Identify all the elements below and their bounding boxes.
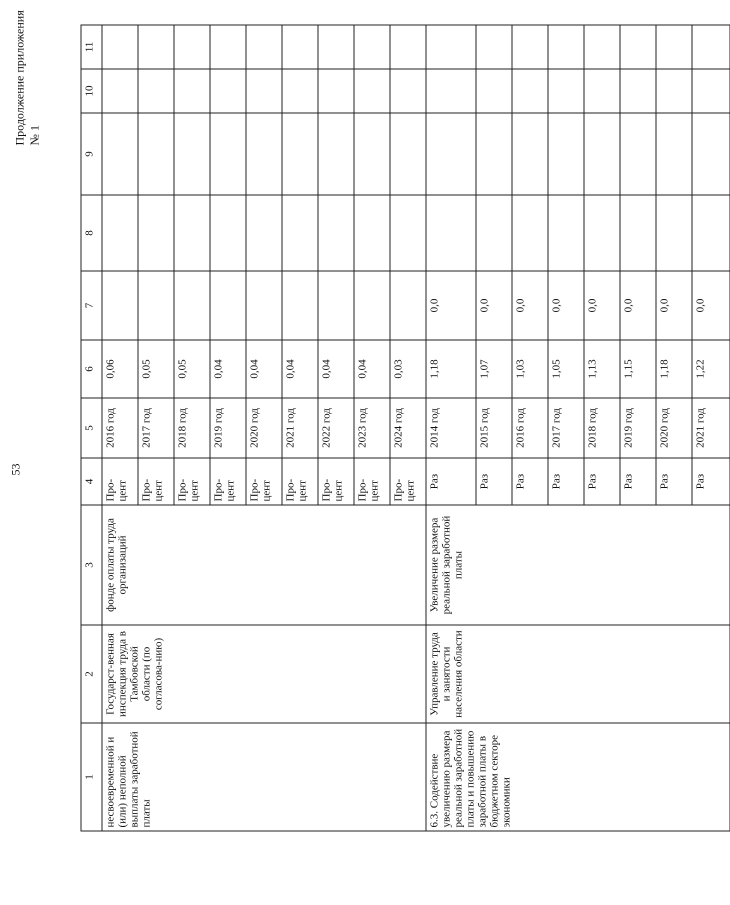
header-cell: 9 <box>81 113 102 195</box>
unit-cell: Раз <box>584 458 620 505</box>
header-cell: 10 <box>81 69 102 113</box>
value-cell: 0,04 <box>282 340 318 398</box>
unit-cell: Раз <box>692 458 730 505</box>
page-number: 53 <box>8 463 22 475</box>
header-cell: 3 <box>81 505 102 625</box>
col7-cell: 0,0 <box>656 271 692 340</box>
header-cell: 2 <box>81 625 102 723</box>
year-cell: 2022 год <box>318 398 354 458</box>
header-cell: 6 <box>81 340 102 398</box>
year-cell: 2019 год <box>210 398 246 458</box>
unit-cell: Про-цент <box>138 458 174 505</box>
year-cell: 2016 год <box>512 398 548 458</box>
value-cell: 1,03 <box>512 340 548 398</box>
header-cell: 4 <box>81 458 102 505</box>
measure-cell: несвоевременной и (или) неполной выплаты заработной платы <box>102 723 426 831</box>
value-cell: 0,05 <box>138 340 174 398</box>
unit-cell: Про-цент <box>318 458 354 505</box>
col7-cell: 0,0 <box>692 271 730 340</box>
year-cell: 2021 год <box>692 398 730 458</box>
year-cell: 2020 год <box>656 398 692 458</box>
measure-cell: 6.3. Содействие увеличению размера реальной заработной платы и повышению заработной платы в бюджетном секторе экономики <box>426 723 730 831</box>
unit-cell: Про-цент <box>174 458 210 505</box>
responsible-cell: Управление труда и занятости населения области <box>426 625 730 723</box>
value-cell: 0,06 <box>102 340 138 398</box>
value-cell: 0,04 <box>318 340 354 398</box>
year-cell: 2014 год <box>426 398 476 458</box>
indicator-cell: фонде оплаты труда организаций <box>102 505 426 625</box>
year-cell: 2024 год <box>390 398 426 458</box>
unit-cell: Раз <box>512 458 548 505</box>
header-cell: 8 <box>81 195 102 271</box>
year-cell: 2018 год <box>584 398 620 458</box>
value-cell: 1,22 <box>692 340 730 398</box>
unit-cell: Про-цент <box>102 458 138 505</box>
unit-cell: Раз <box>620 458 656 505</box>
unit-cell: Про-цент <box>246 458 282 505</box>
col7-cell: 0,0 <box>584 271 620 340</box>
indicator-cell: Увеличение размера реальной заработной платы <box>426 505 730 625</box>
continuation-note: Продолжение приложения № 1 <box>12 9 41 145</box>
value-cell: 0,04 <box>210 340 246 398</box>
unit-cell: Раз <box>548 458 584 505</box>
year-cell: 2019 год <box>620 398 656 458</box>
year-cell: 2017 год <box>138 398 174 458</box>
value-cell: 1,15 <box>620 340 656 398</box>
table-header-row <box>81 25 102 831</box>
value-cell: 1,07 <box>476 340 512 398</box>
year-cell: 2020 год <box>246 398 282 458</box>
unit-cell: Про-цент <box>354 458 390 505</box>
col7-cell: 0,0 <box>476 271 512 340</box>
year-cell: 2023 год <box>354 398 390 458</box>
value-cell: 0,05 <box>174 340 210 398</box>
unit-cell: Раз <box>426 458 476 505</box>
responsible-cell: Государст-венная инспекция труда в Тамбовской области (по согласова-нию) <box>102 625 426 723</box>
col7-cell: 0,0 <box>548 271 584 340</box>
year-cell: 2016 год <box>102 398 138 458</box>
year-cell: 2018 год <box>174 398 210 458</box>
header-cell: 1 <box>81 723 102 831</box>
table-row <box>102 25 138 831</box>
year-cell: 2021 год <box>282 398 318 458</box>
value-cell: 0,04 <box>246 340 282 398</box>
year-cell: 2017 год <box>548 398 584 458</box>
data-table <box>80 24 730 831</box>
unit-cell: Раз <box>476 458 512 505</box>
unit-cell: Про-цент <box>390 458 426 505</box>
header-cell: 11 <box>81 25 102 69</box>
value-cell: 0,04 <box>354 340 390 398</box>
value-cell: 0,03 <box>390 340 426 398</box>
unit-cell: Про-цент <box>210 458 246 505</box>
value-cell: 1,18 <box>656 340 692 398</box>
value-cell: 1,13 <box>584 340 620 398</box>
col7-cell: 0,0 <box>512 271 548 340</box>
unit-cell: Раз <box>656 458 692 505</box>
col7-cell: 0,0 <box>620 271 656 340</box>
header-cell: 5 <box>81 398 102 458</box>
year-cell: 2015 год <box>476 398 512 458</box>
value-cell: 1,05 <box>548 340 584 398</box>
header-cell: 7 <box>81 271 102 340</box>
table-row <box>426 25 476 831</box>
col7-cell: 0,0 <box>426 271 476 340</box>
unit-cell: Про-цент <box>282 458 318 505</box>
value-cell: 1,18 <box>426 340 476 398</box>
